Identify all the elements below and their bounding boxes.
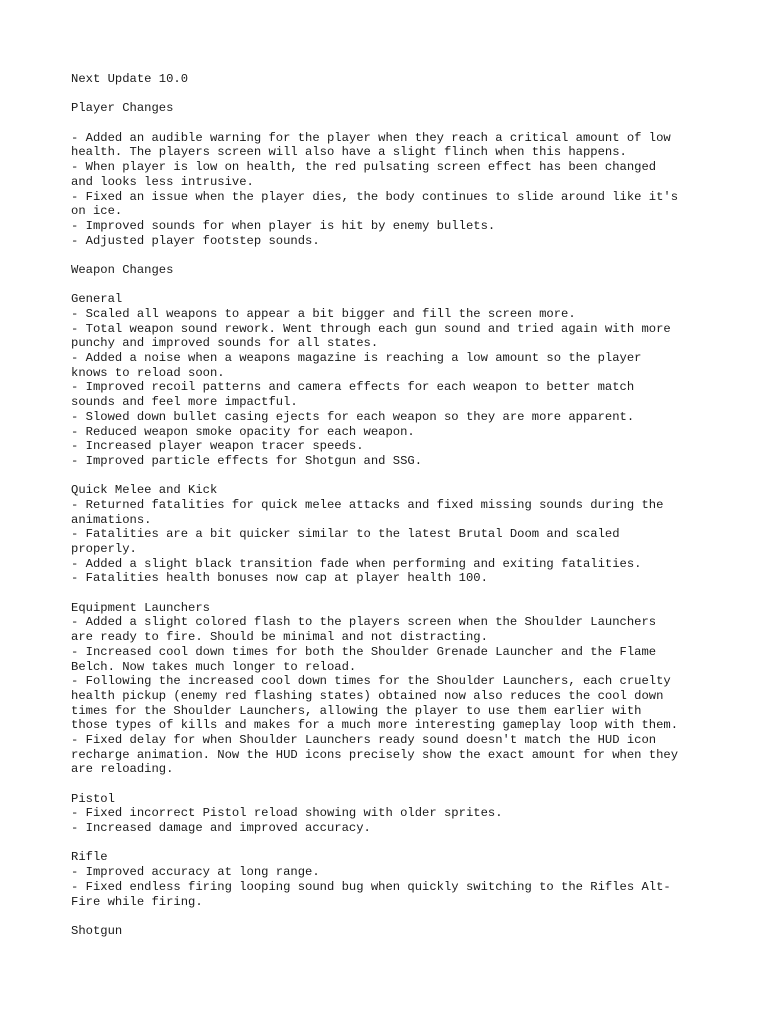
- section: [71, 483, 711, 601]
- text-line: - Scaled all weapons to appear a bit bigger and fill the screen more.: [71, 307, 576, 321]
- text-line: - Increased cool down times for both the Shoulder Grenade Launcher and the Flame: [71, 644, 657, 659]
- blank-line: [71, 248, 711, 263]
- text-line: - Fatalities health bonuses now cap at player health 100.: [71, 571, 488, 586]
- text-line: animations.: [71, 512, 152, 527]
- text-line: properly.: [71, 542, 137, 556]
- text-line: - Fixed an issue when the player dies, the body continues to slide around like it's: [71, 189, 679, 204]
- text-line: Belch. Now takes much longer to reload.: [71, 659, 357, 674]
- text-line: - Improved sounds for when player is hit by enemy bullets.: [71, 218, 496, 233]
- section: [71, 850, 711, 923]
- text-line: - Added a noise when a weapons magazine is reaching a low amount so the player: [71, 351, 642, 366]
- text-line: - Returned fatalities for quick melee attacks and fixed missing sounds during the: [71, 497, 664, 512]
- blank-line: [71, 836, 711, 851]
- text-line: - Reduced weapon smoke opacity for each weapon.: [71, 424, 415, 439]
- section-heading: Player Changes: [71, 101, 174, 116]
- document-title: Next Update 10.0: [71, 72, 189, 86]
- text-line: on ice.: [71, 204, 123, 219]
- text-line: - Fixed incorrect Pistol reload showing with older sprites.: [71, 806, 503, 821]
- section: [71, 101, 711, 263]
- text-line: - Fixed endless firing looping sound bug when quickly switching to the Rifles Alt-: [71, 879, 671, 894]
- blank-line: [71, 469, 711, 484]
- text-line: times for the Shoulder Launchers, allowing the player to use them earlier with: [71, 703, 642, 718]
- text-line: - Fixed delay for when Shoulder Launchers ready sound doesn't match the HUD icon: [71, 732, 657, 747]
- section: [71, 601, 711, 792]
- section-heading: Weapon Changes: [71, 262, 174, 277]
- section-heading: Quick Melee and Kick: [71, 483, 218, 498]
- blank-line: [71, 116, 711, 131]
- text-line: - Fatalities are a bit quicker similar to the latest Brutal Doom and scaled: [71, 527, 620, 542]
- section-heading: Rifle: [71, 850, 108, 865]
- section-heading: Equipment Launchers: [71, 600, 210, 615]
- section: [71, 924, 711, 939]
- text-line: and looks less intrusive.: [71, 174, 254, 189]
- text-line: - Added a slight black transition fade when performing and exiting fatalities.: [71, 556, 642, 571]
- section-heading: General: [71, 292, 123, 307]
- text-line: - Slowed down bullet casing ejects for each weapon so they are more apparent.: [71, 409, 635, 424]
- text-line: sounds and feel more impactful.: [71, 395, 298, 410]
- text-line: are ready to fire. Should be minimal and not distracting.: [71, 630, 488, 645]
- section-heading: Shotgun: [71, 923, 123, 938]
- text-line: Fire while firing.: [71, 894, 203, 909]
- text-line: - Total weapon sound rework. Went through each gun sound and tried again with more: [71, 321, 671, 336]
- text-line: - Adjusted player footstep sounds.: [71, 233, 320, 248]
- text-line: - Added a slight colored flash to the players screen when the Shoulder Launchers: [71, 615, 657, 630]
- blank-line: [71, 586, 711, 601]
- blank-line: [71, 777, 711, 792]
- blank-line: [71, 909, 711, 924]
- document-page: [71, 72, 711, 939]
- section: [71, 263, 711, 292]
- text-line: knows to reload soon.: [71, 365, 225, 380]
- document-body: [71, 101, 711, 938]
- text-line: health pickup (enemy red flashing states) obtained now also reduces the cool down: [71, 688, 664, 703]
- section: [71, 792, 711, 851]
- text-line: recharge animation. Now the HUD icons precisely show the exact amount for when they: [71, 747, 679, 762]
- blank-line: [71, 278, 711, 293]
- text-line: those types of kills and makes for a much more interesting gameplay loop with them.: [71, 718, 679, 733]
- text-line: health. The players screen will also have a slight flinch when this happens.: [71, 145, 627, 160]
- text-line: punchy and improved sounds for all states.: [71, 336, 379, 351]
- blank-line: [71, 87, 711, 102]
- text-line: are reloading.: [71, 762, 174, 777]
- text-line: - Increased player weapon tracer speeds.: [71, 439, 364, 454]
- text-line: - Increased damage and improved accuracy.: [71, 821, 371, 836]
- text-line: - Added an audible warning for the player when they reach a critical amount of low: [71, 130, 671, 145]
- text-line: - Improved recoil patterns and camera effects for each weapon to better match: [71, 380, 635, 395]
- section-heading: Pistol: [71, 791, 115, 806]
- text-line: - Improved accuracy at long range.: [71, 865, 320, 880]
- text-line: - Following the increased cool down times for the Shoulder Launchers, each cruelty: [71, 674, 671, 689]
- text-line: - When player is low on health, the red pulsating screen effect has been changed: [71, 160, 657, 175]
- section: [71, 292, 711, 483]
- text-line: - Improved particle effects for Shotgun and SSG.: [71, 453, 423, 468]
